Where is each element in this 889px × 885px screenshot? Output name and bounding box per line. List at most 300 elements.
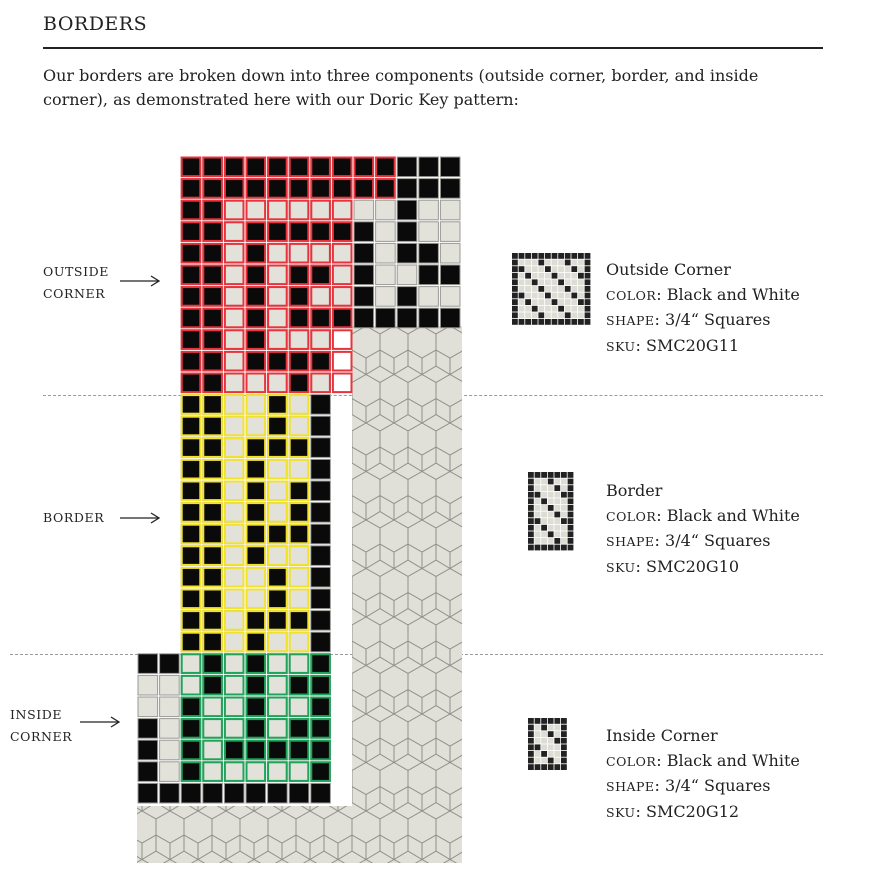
tile [246, 330, 266, 350]
thumbnail-tile [565, 306, 571, 312]
thumbnail-tile [525, 279, 531, 285]
tile [181, 330, 201, 350]
thumbnail-tile [548, 518, 554, 524]
thumbnail-tile [578, 279, 584, 285]
thumbnail-tile [545, 312, 551, 318]
thumbnail-tile [541, 738, 547, 744]
tile [181, 589, 201, 609]
thumbnail-tile [578, 299, 584, 305]
tile [268, 395, 288, 415]
thumbnail-tile [535, 744, 541, 750]
tile [246, 654, 266, 674]
thumbnail-tile [561, 505, 567, 511]
thumbnail-tile [554, 525, 560, 531]
tile [289, 632, 309, 652]
thumbnail-tile [568, 525, 574, 531]
thumbnail-tile [545, 260, 551, 266]
tile [246, 567, 266, 587]
tile [181, 783, 201, 803]
thumbnail-tile [585, 293, 591, 299]
tile [203, 438, 223, 458]
thumbnail-tile [532, 266, 538, 272]
tile [268, 438, 288, 458]
thumbnail-tile [532, 293, 538, 299]
tile [397, 265, 417, 285]
tile [203, 654, 223, 674]
thumbnail-tile [561, 525, 567, 531]
thumbnail-tile [545, 293, 551, 299]
tile [224, 632, 244, 652]
tile [354, 308, 374, 328]
thumbnail-tile [552, 266, 558, 272]
shape-key: SHAPE [606, 313, 655, 328]
thumbnail-tile [519, 279, 525, 285]
thumbnail-tile [565, 279, 571, 285]
thumbnail-tile [548, 472, 554, 478]
thumbnail-tile [552, 312, 558, 318]
thumbnail-tile [525, 299, 531, 305]
tile [181, 675, 201, 695]
tile [311, 654, 331, 674]
tile [246, 719, 266, 739]
tile [224, 546, 244, 566]
thumbnail-tile [541, 472, 547, 478]
thumbnail-tile [561, 531, 567, 537]
tile [268, 373, 288, 393]
tile [289, 243, 309, 263]
thumbnail-tile [585, 319, 591, 325]
tile [289, 654, 309, 674]
tile [268, 265, 288, 285]
tile [203, 222, 223, 242]
tile [224, 611, 244, 631]
thumbnail-tile [541, 764, 547, 770]
tile [289, 265, 309, 285]
thumbnail-tile [585, 253, 591, 259]
thumbnail-tile [565, 312, 571, 318]
thumbnail-tile [512, 312, 518, 318]
thumbnail-tile [554, 512, 560, 518]
tile [181, 373, 201, 393]
tile [224, 308, 244, 328]
thumbnail-tile [541, 512, 547, 518]
tile [203, 783, 223, 803]
tile [138, 762, 158, 782]
tile [354, 243, 374, 263]
tile [224, 222, 244, 242]
thumbnail-tile [554, 472, 560, 478]
thumbnail-tile [568, 479, 574, 485]
thumbnail-tile [565, 293, 571, 299]
thumbnail-tile [571, 286, 577, 292]
thumbnail-tile [548, 492, 554, 498]
tile [181, 524, 201, 544]
thumbnail-tile [554, 492, 560, 498]
thumbnail-tile [532, 273, 538, 279]
thumbnail-tile [554, 505, 560, 511]
outside-corner-tile-outline [333, 330, 352, 349]
thumbnail-tile [538, 293, 544, 299]
tile [224, 762, 244, 782]
thumbnail-tile [538, 266, 544, 272]
tile [311, 459, 331, 479]
thumbnail-tile [519, 273, 525, 279]
tile [203, 719, 223, 739]
thumbnail-tile [541, 479, 547, 485]
tile [203, 632, 223, 652]
tile [268, 243, 288, 263]
tile [160, 762, 180, 782]
thumbnail-tile [541, 518, 547, 524]
tile [268, 287, 288, 307]
tile [289, 200, 309, 220]
thumbnail-tile [561, 738, 567, 744]
thumbnail-tile [568, 492, 574, 498]
thumbnail-tile [532, 260, 538, 266]
tile [203, 567, 223, 587]
tile [160, 654, 180, 674]
thumbnail-tile [528, 718, 534, 724]
thumbnail-tile [561, 472, 567, 478]
tile [246, 611, 266, 631]
tile [268, 459, 288, 479]
sku-key: SKU [606, 559, 636, 575]
tile [268, 611, 288, 631]
thumbnail-tile [538, 306, 544, 312]
thumbnail-tile [554, 538, 560, 544]
thumbnail-tile [519, 299, 525, 305]
tile [224, 481, 244, 501]
thumbnail-tile [541, 718, 547, 724]
thumbnail-tile [545, 253, 551, 259]
thumbnail-tile [535, 731, 541, 737]
tile [289, 481, 309, 501]
tile [311, 416, 331, 436]
thumbnail-tile [548, 751, 554, 757]
thumbnail-tile [585, 286, 591, 292]
tile [332, 287, 352, 307]
thumbnail-tile [525, 266, 531, 272]
thumbnail-tile [558, 260, 564, 266]
tile [246, 503, 266, 523]
thumbnail-tile [538, 286, 544, 292]
tile [181, 762, 201, 782]
thumbnail-tile [552, 319, 558, 325]
thumbnail-tile [558, 306, 564, 312]
thumbnail-tile [541, 505, 547, 511]
thumbnail-tile [538, 253, 544, 259]
tile [268, 416, 288, 436]
thumbnail-tile [554, 485, 560, 491]
thumbnail-tile [561, 479, 567, 485]
thumbnail-tile [525, 286, 531, 292]
tile [203, 157, 223, 177]
tile [246, 222, 266, 242]
tile [376, 243, 396, 263]
tile [289, 287, 309, 307]
tile [246, 438, 266, 458]
thumbnail-tile [525, 253, 531, 259]
tile [419, 308, 439, 328]
thumbnail-tile [519, 286, 525, 292]
thumbnail-tile [578, 273, 584, 279]
thumbnail-tile [535, 492, 541, 498]
thumbnail-tile [535, 545, 541, 551]
tile [354, 222, 374, 242]
thumbnail-tile [548, 485, 554, 491]
tile [246, 351, 266, 371]
thumbnail-tile [548, 725, 554, 731]
thumbnail-tile [545, 319, 551, 325]
thumbnail-tile [554, 758, 560, 764]
thumbnail-tile [568, 512, 574, 518]
tile [224, 330, 244, 350]
tile [181, 567, 201, 587]
tile [181, 265, 201, 285]
thumbnail-tile [541, 731, 547, 737]
tile [289, 675, 309, 695]
thumbnail-tile [561, 545, 567, 551]
tile [289, 330, 309, 350]
tile [289, 222, 309, 242]
thumbnail-tile [565, 299, 571, 305]
thumbnail-tile [552, 273, 558, 279]
tile [138, 697, 158, 717]
tile [246, 740, 266, 760]
tile [224, 200, 244, 220]
thumbnail-tile [548, 545, 554, 551]
tile [289, 459, 309, 479]
tile [203, 459, 223, 479]
shape-key: SHAPE [606, 779, 655, 794]
thumbnail-tile [578, 312, 584, 318]
tile [397, 179, 417, 199]
thumbnail-tile [561, 485, 567, 491]
thumbnail-tile [525, 306, 531, 312]
outside-corner-thumbnail [512, 253, 594, 327]
tile [224, 524, 244, 544]
sku-key: SKU [606, 804, 636, 820]
thumbnail-tile [545, 299, 551, 305]
tile [203, 675, 223, 695]
tile [376, 200, 396, 220]
tile [332, 222, 352, 242]
tile [203, 524, 223, 544]
tile [289, 395, 309, 415]
tile [246, 200, 266, 220]
tile [332, 179, 352, 199]
thumbnail-tile [519, 306, 525, 312]
tile [246, 783, 266, 803]
tile [203, 351, 223, 371]
tile [289, 438, 309, 458]
thumbnail-tile [548, 505, 554, 511]
tile [224, 740, 244, 760]
tile [224, 503, 244, 523]
tile [354, 287, 374, 307]
tile [268, 567, 288, 587]
tile [419, 157, 439, 177]
tile [397, 157, 417, 177]
tile [224, 373, 244, 393]
inside-corner-label: INSIDE CORNER [10, 707, 73, 744]
thumbnail-tile [528, 525, 534, 531]
thumbnail-tile [519, 293, 525, 299]
tile [181, 654, 201, 674]
thumbnail-tile [528, 498, 534, 504]
color-value: Black and White [666, 505, 800, 525]
thumbnail-tile [561, 518, 567, 524]
thumbnail-tile [561, 764, 567, 770]
thumbnail-tile [568, 485, 574, 491]
tile [203, 179, 223, 199]
thumbnail-tile [535, 751, 541, 757]
tile [224, 459, 244, 479]
tile [181, 157, 201, 177]
tile [160, 719, 180, 739]
tile [138, 654, 158, 674]
tile [224, 719, 244, 739]
thumbnail-tile [541, 531, 547, 537]
tile [376, 265, 396, 285]
thumbnail-tile [538, 279, 544, 285]
thumbnail-tile [552, 293, 558, 299]
thumbnail-tile [512, 299, 518, 305]
shape-value: 3/4“ Squares [665, 776, 771, 795]
tile [311, 762, 331, 782]
tile [181, 351, 201, 371]
tile [289, 762, 309, 782]
thumbnail-tile [535, 758, 541, 764]
thumbnail-tile [571, 306, 577, 312]
thumbnail-tile [565, 286, 571, 292]
thumbnail-tile [558, 279, 564, 285]
section-heading: BORDERS [43, 13, 148, 35]
thumbnail-tile [541, 751, 547, 757]
thumbnail-tile [552, 260, 558, 266]
tile [246, 373, 266, 393]
tile [440, 157, 460, 177]
tile [289, 308, 309, 328]
tile [224, 179, 244, 199]
outside-corner-info: Outside Corner COLOR: Black and White SHAPE: 3/4“ Squares SKU: SMC20G11 [606, 260, 800, 355]
tile [268, 697, 288, 717]
tile [311, 438, 331, 458]
tile [203, 287, 223, 307]
product-name: Border [606, 481, 663, 500]
tile [160, 675, 180, 695]
thumbnail-tile [528, 725, 534, 731]
tile [181, 459, 201, 479]
tile [181, 287, 201, 307]
tile [397, 222, 417, 242]
thumbnail-tile [554, 498, 560, 504]
tile [289, 373, 309, 393]
tile [203, 200, 223, 220]
tile [181, 503, 201, 523]
thumbnail-tile [512, 286, 518, 292]
tile [203, 611, 223, 631]
thumbnail-tile [532, 319, 538, 325]
tile [138, 783, 158, 803]
tile [419, 179, 439, 199]
tile [376, 287, 396, 307]
thumbnail-tile [538, 273, 544, 279]
tile [268, 503, 288, 523]
tile [311, 611, 331, 631]
tile [268, 308, 288, 328]
thumbnail-tile [548, 764, 554, 770]
thumbnail-tile [512, 260, 518, 266]
tile [354, 265, 374, 285]
thumbnail-tile [541, 725, 547, 731]
thumbnail-tile [528, 472, 534, 478]
thumbnail-tile [519, 266, 525, 272]
thumbnail-tile [548, 538, 554, 544]
tile [311, 675, 331, 695]
arrow-icon [120, 512, 162, 524]
tile [181, 308, 201, 328]
thumbnail-tile [535, 718, 541, 724]
thumbnail-tile [565, 253, 571, 259]
thumbnail-tile [545, 306, 551, 312]
thumbnail-tile [558, 319, 564, 325]
thumbnail-tile [548, 758, 554, 764]
thumbnail-tile [554, 718, 560, 724]
thumbnail-tile [532, 279, 538, 285]
thumbnail-tile [585, 266, 591, 272]
tile [311, 373, 331, 393]
color-value: Black and White [666, 750, 800, 770]
thumbnail-tile [548, 731, 554, 737]
thumbnail-tile [528, 738, 534, 744]
thumbnail-tile [552, 253, 558, 259]
thumbnail-tile [538, 260, 544, 266]
tile [311, 222, 331, 242]
tile [268, 179, 288, 199]
tile [181, 438, 201, 458]
thumbnail-tile [519, 312, 525, 318]
thumbnail-tile [578, 306, 584, 312]
tile [203, 373, 223, 393]
tile [246, 395, 266, 415]
color-key: COLOR [606, 753, 657, 769]
tile [224, 589, 244, 609]
tile [376, 179, 396, 199]
tile [289, 567, 309, 587]
tile [376, 157, 396, 177]
tile [268, 351, 288, 371]
thumbnail-tile [554, 531, 560, 537]
tile [268, 675, 288, 695]
tile [181, 740, 201, 760]
tile [268, 524, 288, 544]
tile [181, 222, 201, 242]
tile [289, 783, 309, 803]
tile [246, 308, 266, 328]
thumbnail-tile [532, 312, 538, 318]
color-key: COLOR [606, 508, 657, 524]
thumbnail-tile [535, 505, 541, 511]
tile [419, 222, 439, 242]
tile [419, 265, 439, 285]
tile [246, 416, 266, 436]
tile [246, 179, 266, 199]
thumbnail-tile [535, 531, 541, 537]
tile [181, 395, 201, 415]
thumbnail-tile [554, 479, 560, 485]
arrow-icon [120, 275, 162, 287]
